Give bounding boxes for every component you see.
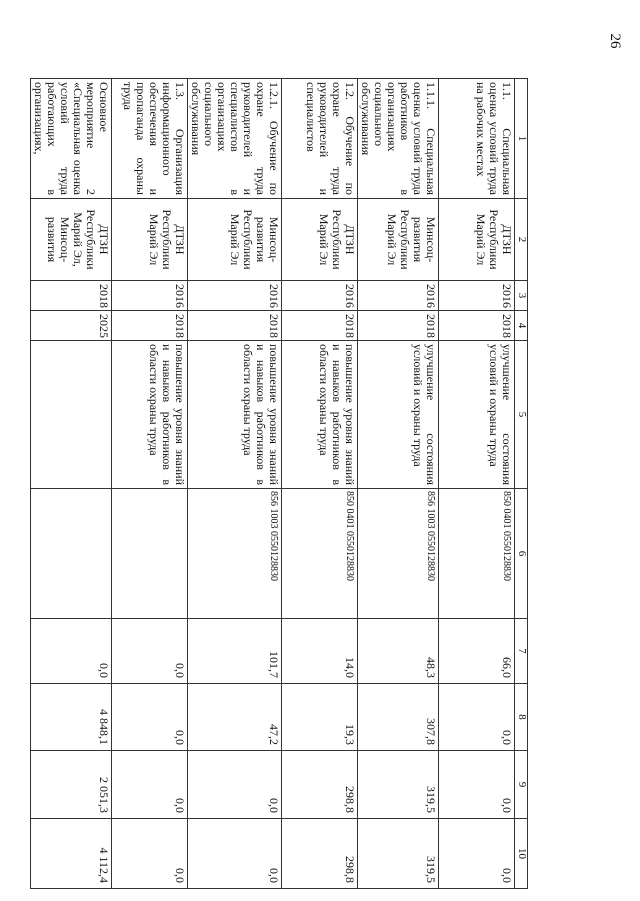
column-header: 2: [515, 199, 528, 281]
executor: ДТЗН Республики Марий Эл: [439, 199, 515, 281]
expected-result: [31, 341, 112, 489]
amount-col7: 66,0: [439, 619, 515, 684]
expected-result: улучшение состояния условий и охраны труда: [358, 341, 439, 489]
amount-col7: 101,7: [188, 619, 282, 684]
amount-col10: 4 112,4: [31, 819, 112, 889]
activity-name: 1.1. Специальная оценка условий труда на рабочих местах: [439, 79, 515, 199]
amount-col10: 298,8: [282, 819, 358, 889]
amount-col8: 47,2: [188, 684, 282, 751]
column-header: 1: [515, 79, 528, 199]
amount-col9: 298,8: [282, 751, 358, 819]
activity-name: 1.1.1. Специальная оценка условий труда работников в организациях социального обслуживания: [358, 79, 439, 199]
budget-code: 850 0401 0550128830: [282, 489, 358, 619]
amount-col9: 0,0: [439, 751, 515, 819]
column-header: 8: [515, 684, 528, 751]
table-row: [439, 79, 515, 889]
amount-col10: 0,0: [188, 819, 282, 889]
amount-col8: 0,0: [439, 684, 515, 751]
table-row: [31, 79, 112, 889]
start-year: 2016: [282, 281, 358, 311]
amount-col8: 4 848,1: [31, 684, 112, 751]
executor: Минсоц-развития Республики Марий Эл: [188, 199, 282, 281]
column-header: 9: [515, 751, 528, 819]
amount-col7: 14,0: [282, 619, 358, 684]
amount-col9: 319,5: [358, 751, 439, 819]
executor: ДТЗН Республики Марий Эл: [282, 199, 358, 281]
column-header: 6: [515, 489, 528, 619]
start-year: 2016: [188, 281, 282, 311]
amount-col10: 0,0: [112, 819, 188, 889]
table-row: [188, 79, 282, 889]
page-number: 26: [607, 33, 624, 49]
activity-name: 1.2.1. Обучение по охране труда руководителей и специалистов в организациях социального обслуживания: [188, 79, 282, 199]
executor: ДТЗН Республики Марий Эл, Минсоц-развития: [31, 199, 112, 281]
activity-name: 1.3. Организация информационного обеспечения и пропаганда охраны труда: [112, 79, 188, 199]
budget-code: 856 1003 0550128830: [358, 489, 439, 619]
amount-col7: 0,0: [112, 619, 188, 684]
amount-col7: 0,0: [31, 619, 112, 684]
end-year: 2018: [282, 311, 358, 341]
end-year: 2018: [188, 311, 282, 341]
end-year: 2018: [358, 311, 439, 341]
expected-result: улучшение состояния условий и охраны труда: [439, 341, 515, 489]
column-header: 4: [515, 311, 528, 341]
column-header: 5: [515, 341, 528, 489]
amount-col8: 19,3: [282, 684, 358, 751]
budget-code: 856 1003 0550128830: [188, 489, 282, 619]
start-year: 2018: [31, 281, 112, 311]
amount-col8: 0,0: [112, 684, 188, 751]
activity-name: Основное мероприятие 2 «Специальная оценка условий труда работающих в организациях,: [31, 79, 112, 199]
start-year: 2016: [439, 281, 515, 311]
executor: Минсоц-развития Республики Марий Эл: [358, 199, 439, 281]
executor: ДТЗН Республики Марий Эл: [112, 199, 188, 281]
amount-col8: 307,8: [358, 684, 439, 751]
activity-name: 1.2. Обучение по охране труда руководителей и специалистов: [282, 79, 358, 199]
start-year: 2016: [112, 281, 188, 311]
amount-col9: 0,0: [188, 751, 282, 819]
column-header: 3: [515, 281, 528, 311]
expected-result: повышение уровня знаний и навыков работников в области охраны труда: [188, 341, 282, 489]
table-row: [358, 79, 439, 889]
column-header: 7: [515, 619, 528, 684]
column-header: 10: [515, 819, 528, 889]
amount-col9: 0,0: [112, 751, 188, 819]
amount-col10: 319,5: [358, 819, 439, 889]
start-year: 2016: [358, 281, 439, 311]
amount-col9: 2 051,3: [31, 751, 112, 819]
program-activities-table: [30, 78, 528, 889]
header-row: [515, 79, 528, 889]
budget-code: 850 0401 0550128830: [439, 489, 515, 619]
amount-col10: 0,0: [439, 819, 515, 889]
budget-code: [31, 489, 112, 619]
budget-code: [112, 489, 188, 619]
end-year: 2018: [112, 311, 188, 341]
amount-col7: 48,3: [358, 619, 439, 684]
end-year: 2018: [439, 311, 515, 341]
expected-result: повышение уровня знаний и навыков работников в области охраны труда: [282, 341, 358, 489]
table-row: [282, 79, 358, 889]
table-row: [112, 79, 188, 889]
end-year: 2025: [31, 311, 112, 341]
expected-result: повышение уровня знаний и навыков работников в области охраны труда: [112, 341, 188, 489]
